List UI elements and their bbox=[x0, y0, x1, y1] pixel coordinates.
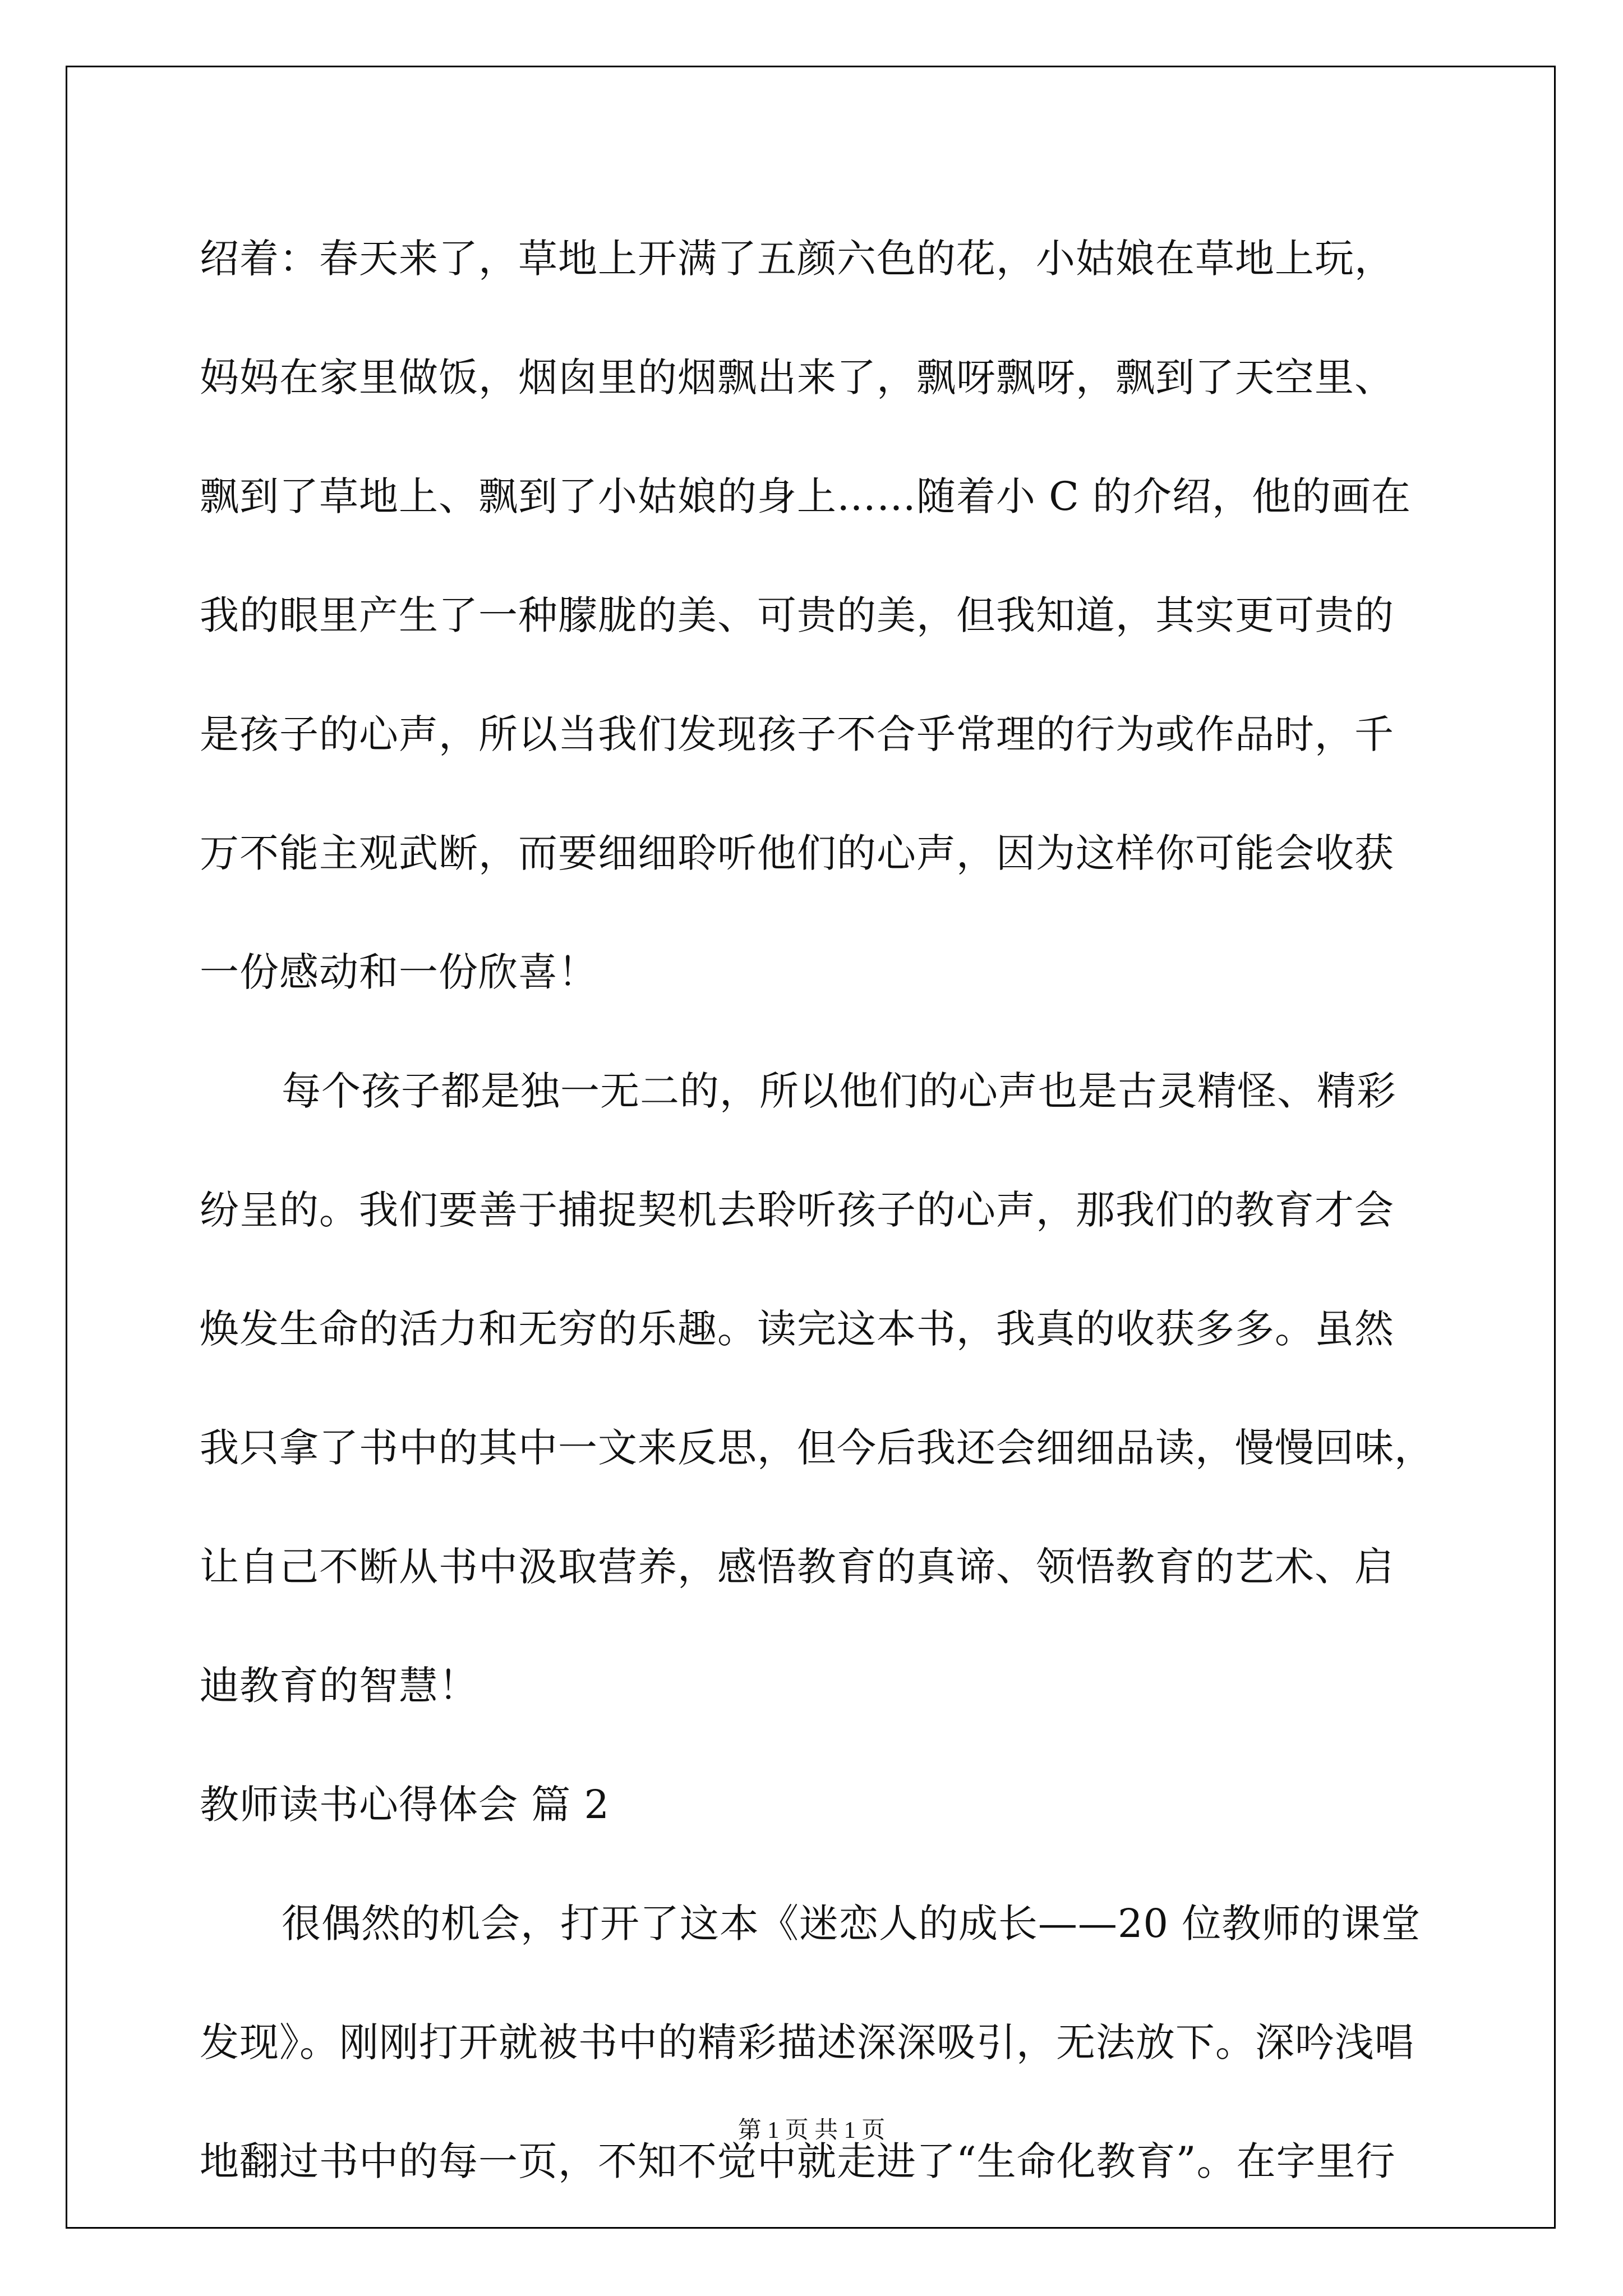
page-footer bbox=[0, 2115, 1623, 2146]
paragraph-3 bbox=[200, 1864, 1433, 2221]
text-line: 每个孩子都是独一无二的，所以他们的心声也是古灵精怪、精彩 bbox=[282, 1068, 1396, 1114]
text-line: 迪教育的智慧！ bbox=[200, 1663, 478, 1709]
text-line: 绍着：春天来了，草地上开满了五颜六色的花，小姑娘在草地上玩， bbox=[200, 236, 1394, 282]
text-line: 飘到了草地上、飘到了小姑娘的身上……随着小 C 的介绍，他的画在 bbox=[200, 473, 1412, 519]
page-number: 第 1 页 共 1 页 bbox=[737, 2118, 886, 2143]
text-line: 我的眼里产生了一种朦胧的美、可贵的美，但我知道，其实更可贵的 bbox=[200, 592, 1394, 638]
text-line: 地翻过书中的每一页，不知不觉中就走进了“生命化教育”。在字里行 bbox=[200, 2138, 1396, 2184]
text-line: 很偶然的机会，打开了这本《迷恋人的成长——20 位教师的课堂 bbox=[282, 1901, 1421, 1947]
text-line: 焕发生命的活力和无穷的乐趣。读完这本书，我真的收获多多。虽然 bbox=[200, 1306, 1394, 1352]
text-line: 纷呈的。我们要善于捕捉契机去聆听孩子的心声，那我们的教育才会 bbox=[200, 1187, 1394, 1233]
paragraph-1 bbox=[200, 199, 1433, 1032]
section-heading: 教师读书心得体会 篇 2 bbox=[200, 1782, 610, 1828]
text-line: 一份感动和一份欣喜！ bbox=[200, 949, 598, 995]
text-line: 妈妈在家里做饭，烟囱里的烟飘出来了，飘呀飘呀，飘到了天空里、 bbox=[200, 355, 1394, 401]
paragraph-2 bbox=[200, 1032, 1433, 1745]
text-line: 是孩子的心声，所以当我们发现孩子不合乎常理的行为或作品时，千 bbox=[200, 711, 1394, 757]
text-line: 发现》。刚刚打开就被书中的精彩描述深深吸引，无法放下。深吟浅唱 bbox=[200, 2019, 1414, 2065]
text-line: 让自己不断从书中汲取营养，感悟教育的真谛、领悟教育的艺术、启 bbox=[200, 1544, 1394, 1590]
document-body bbox=[200, 199, 1433, 2221]
text-line: 我只拿了书中的其中一文来反思，但今后我还会细细品读，慢慢回味， bbox=[200, 1425, 1434, 1471]
text-line: 万不能主观武断，而要细细聆听他们的心声，因为这样你可能会收获 bbox=[200, 830, 1394, 876]
